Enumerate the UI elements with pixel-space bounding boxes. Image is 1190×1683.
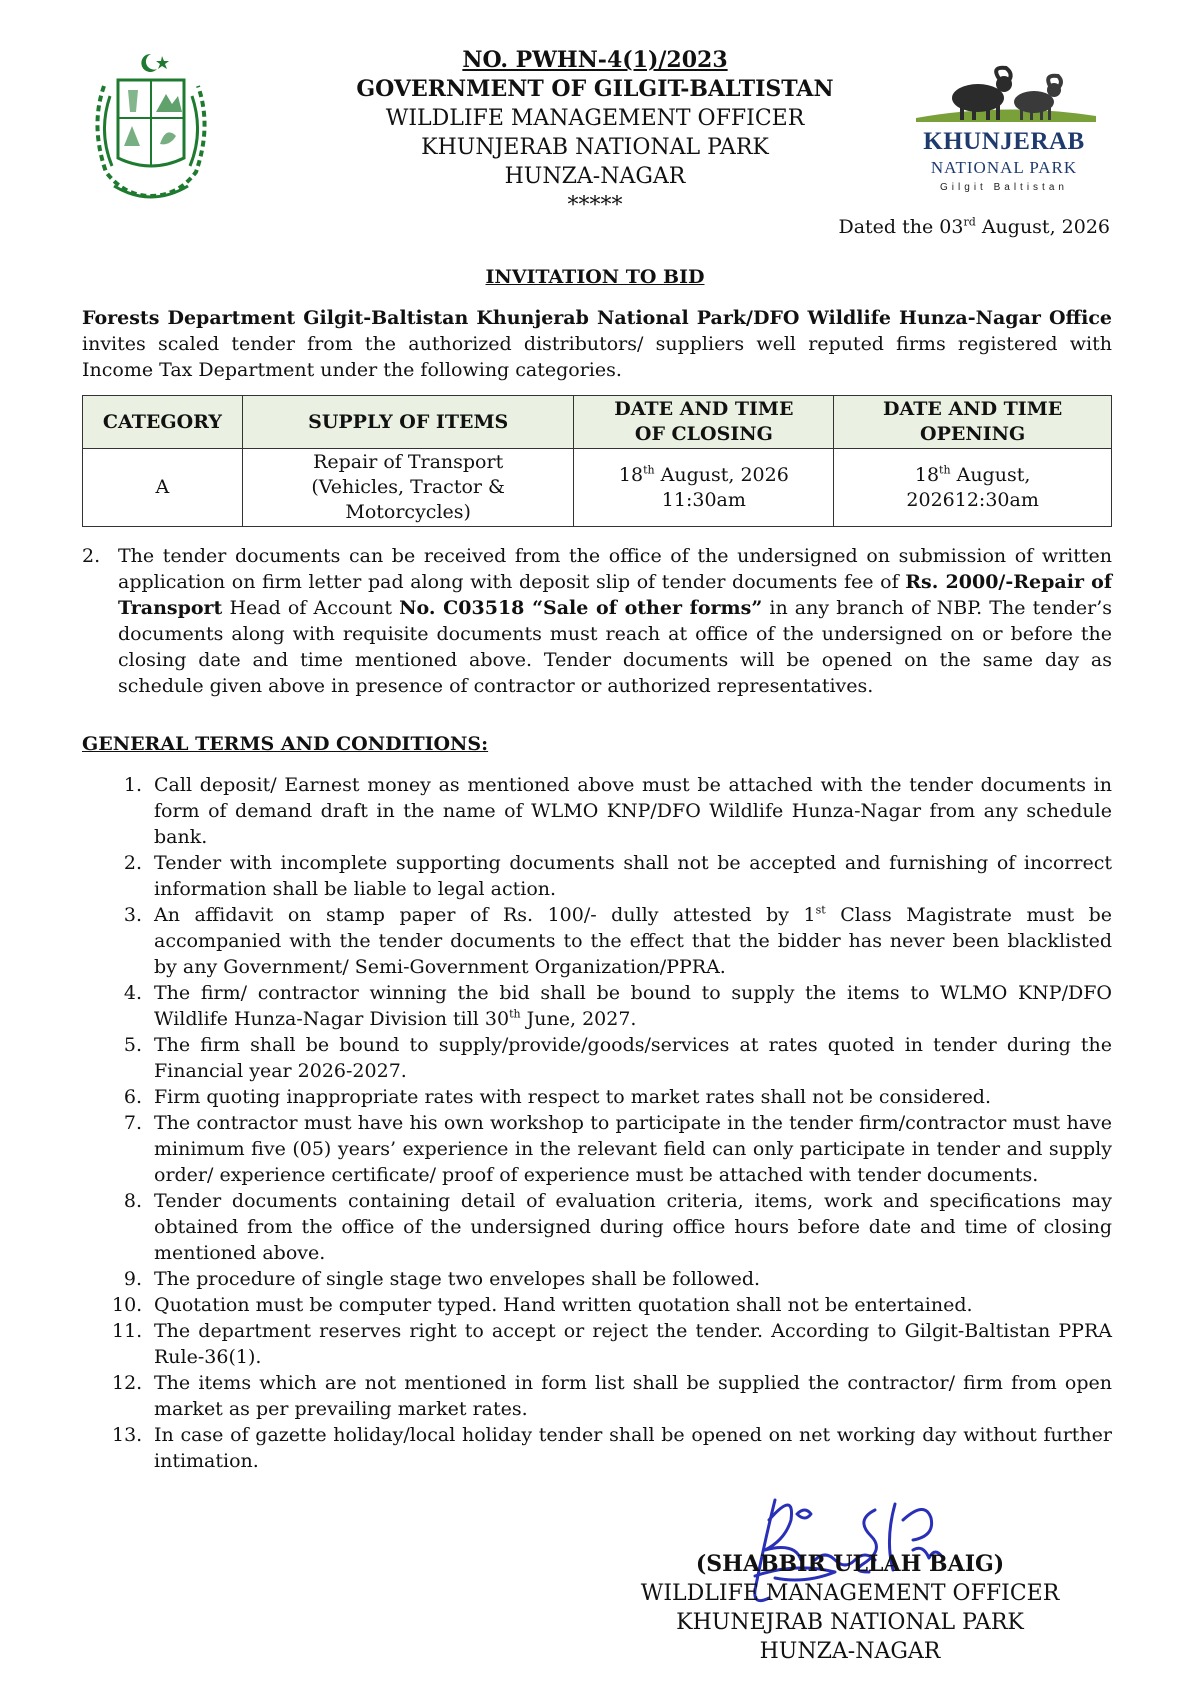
list-item: 10. Quotation must be computer typed. Hand written quotation shall not be entertained. — [112, 1294, 973, 1316]
intro-text: invites scaled tender from the authorized distributors/ suppliers well reputed firms registered with Income Tax Department under the following categories. — [82, 333, 1112, 381]
paragraph-number: 2. — [82, 545, 101, 567]
signatory-block — [620, 1550, 1080, 1666]
cell-closing: 18th August, 2026 11:30am — [574, 449, 834, 527]
terms-heading: GENERAL TERMS AND CONDITIONS: — [82, 733, 489, 755]
signatory-title: WILDLIFE MANAGEMENT OFFICER — [640, 1581, 1060, 1606]
letter-date: Dated the 03rd August, 2026 — [838, 215, 1110, 238]
list-item: 4. The firm/ contractor winning the bid shall be bound to supply the items to WLMO KNP/DFO Wildlife Hunza-Nagar Division till 30th June, 2027. — [123, 982, 1112, 1030]
letterhead — [300, 46, 890, 220]
signatory-name: (SHABBIR ULLAH BAIG) — [695, 1551, 1005, 1577]
logo-title: KHUNJERAB — [923, 128, 1085, 155]
table-header-row — [83, 396, 1112, 449]
header-opening: DATE AND TIME OPENING — [834, 396, 1112, 449]
government-name: GOVERNMENT OF GILGIT-BALTISTAN — [356, 76, 834, 102]
table-row — [83, 449, 1112, 527]
header-category: CATEGORY — [83, 396, 243, 449]
logo-region: Gilgit Baltistan — [940, 182, 1068, 193]
list-item: 8. Tender documents containing detail of evaluation criteria, items, work and specifications may obtained from the office of the undersigned during office hours before date and time of closing mentioned above. — [123, 1190, 1112, 1264]
reference-number: NO. PWHN-4(1)/2023 — [462, 47, 728, 73]
list-item: 1. Call deposit/ Earnest money as mentioned above must be attached with the tender documents in form of demand draft in the name of WLMO KNP/DFO Wildlife Hunza-Nagar from any schedule bank. — [123, 774, 1112, 848]
header-closing: DATE AND TIME OF CLOSING — [574, 396, 834, 449]
intro-paragraph — [82, 305, 1112, 383]
district-name: HUNZA-NAGAR — [504, 164, 686, 189]
terms-list — [112, 772, 1112, 1474]
list-item: 11. The department reserves right to accept or reject the tender. According to Gilgit-Baltistan PPRA Rule-36(1). — [112, 1320, 1112, 1368]
intro-department: Forests Department Gilgit-Baltistan Khunjerab National Park/DFO Wildlife Hunza-Nagar Office — [82, 307, 1112, 329]
list-item: 2. Tender with incomplete supporting documents shall not be accepted and furnishing of incorrect information shall be liable to legal action. — [123, 852, 1112, 900]
markhor-sheep-logo-icon — [906, 58, 1102, 128]
paragraph-2: 2. The tender documents can be received from the office of the undersigned on submission of written application on firm letter pad along with deposit slip of tender documents fee of Rs. 2000/-Repair of Transport Head of Account No. C03518 “Sale of other forms” in any branch of NBP. The tender’s documents along with requisite documents must reach at office of the undersigned on or before the closing date and time mentioned above. Tender documents will be opened on the same day as schedule given above in presence of contractor or authorized representatives. — [82, 545, 1112, 697]
cell-opening: 18th August, 202612:30am — [834, 449, 1112, 527]
signatory-district: HUNZA-NAGAR — [759, 1639, 941, 1664]
park-name: KHUNJERAB NATIONAL PARK — [421, 135, 769, 160]
cell-category: A — [83, 449, 243, 527]
gilgit-baltistan-emblem-icon — [84, 46, 218, 208]
header-separator: ***** — [567, 193, 623, 218]
list-item: 3. An affidavit on stamp paper of Rs. 100/- dully attested by 1st Class Magistrate must be accompanied with the tender documents to the effect that the bidder has never been blacklisted by any Government/ Semi-Government Organization/PPRA. — [123, 903, 1113, 978]
list-item: 13. In case of gazette holiday/local holiday tender shall be opened on net working day without further intimation. — [112, 1424, 1112, 1472]
logo-subtitle: NATIONAL PARK — [930, 158, 1078, 177]
bid-table — [82, 395, 1112, 527]
document-heading: INVITATION TO BID — [485, 266, 705, 288]
list-item: 9. The procedure of single stage two envelopes shall be followed. — [123, 1268, 761, 1290]
header-supply-items: SUPPLY OF ITEMS — [242, 396, 574, 449]
list-item: 12. The items which are not mentioned in form list shall be supplied the contractor/ firm from open market as per prevailing market rates. — [112, 1372, 1112, 1420]
list-item: 7. The contractor must have his own workshop to participate in the tender firm/contractor must have minimum five (05) years’ experience in the relevant field can only participate in tender and supply order/ experience certificate/ proof of experience must be attached with tender documents. — [123, 1112, 1112, 1186]
list-item: 5. The firm shall be bound to supply/provide/goods/services at rates quoted in tender during the Financial year 2026-2027. — [123, 1034, 1112, 1082]
office-name: WILDLIFE MANAGEMENT OFFICER — [385, 106, 805, 131]
list-item: 6. Firm quoting inappropriate rates with respect to market rates shall not be considered. — [123, 1086, 992, 1108]
cell-items: Repair of Transport (Vehicles, Tractor & Motorcycles) — [242, 449, 574, 527]
khunjerab-logo — [906, 58, 1102, 198]
signatory-park: KHUNEJRAB NATIONAL PARK — [676, 1610, 1024, 1635]
